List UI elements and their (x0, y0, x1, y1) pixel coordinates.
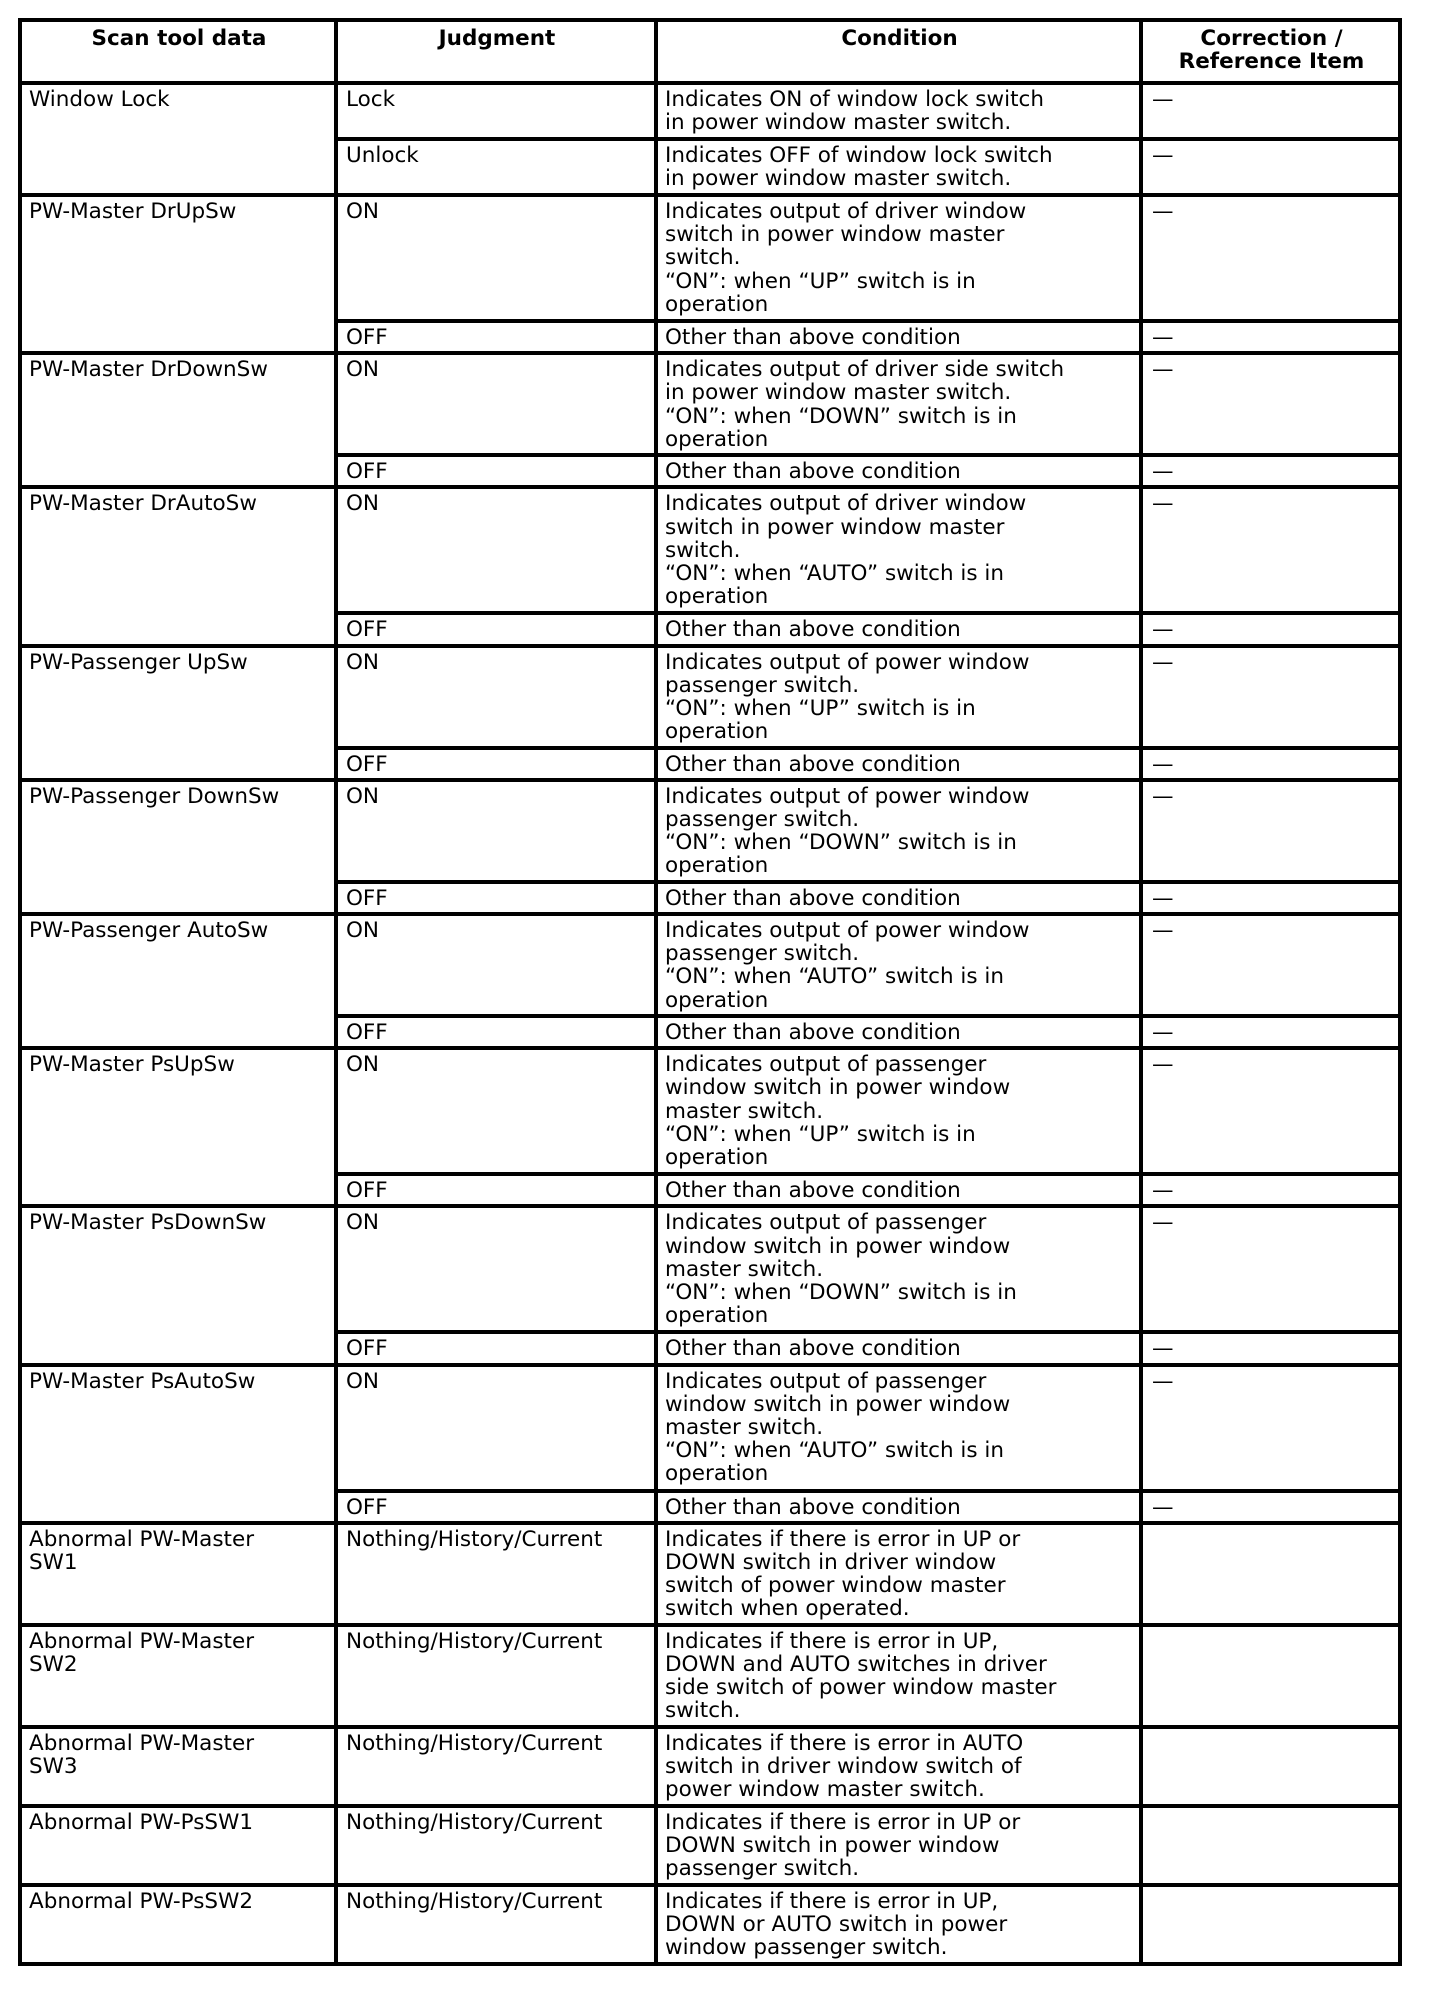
condition-line: operation (665, 1461, 769, 1487)
correction-reference-cell: — (1141, 139, 1400, 195)
condition-line: switch of power window master (665, 1573, 1006, 1599)
table-row (20, 1885, 1400, 1964)
condition-cell (656, 748, 1141, 780)
correction-reference-cell (1141, 1625, 1400, 1727)
condition-cell (656, 914, 1141, 1016)
scan-tool-item-cell: PW-Master PsDownSw (20, 1206, 336, 1364)
condition-line: Indicates if there is error in AUTO (665, 1730, 1024, 1756)
condition-line: Indicates OFF of window lock switch (665, 143, 1053, 168)
condition-cell (656, 353, 1141, 455)
correction-reference-cell (1141, 1806, 1400, 1885)
scan-tool-item-cell (20, 1523, 336, 1625)
condition-line: “ON”: when “AUTO” switch is in (665, 1438, 1005, 1464)
judgment-cell: ON (336, 1048, 656, 1174)
correction-reference-cell: — (1141, 1048, 1400, 1174)
table-row (20, 1048, 1400, 1174)
scan-tool-item-line: Abnormal PW-Master (29, 1628, 255, 1654)
condition-cell (656, 1491, 1141, 1523)
correction-reference-cell (1141, 1523, 1400, 1625)
condition-cell (656, 1625, 1141, 1727)
condition-cell (656, 487, 1141, 613)
table-row (20, 780, 1400, 882)
condition-line: operation (665, 1145, 769, 1171)
scan-tool-item-line: Abnormal PW-Master (29, 1526, 255, 1552)
judgment-cell: Nothing/History/Current (336, 1806, 656, 1885)
condition-line: switch in driver window switch of (665, 1754, 1022, 1780)
correction-reference-cell: — (1141, 780, 1400, 882)
condition-line: Indicates if there is error in UP or (665, 1809, 1021, 1835)
table-row (20, 1523, 1400, 1625)
table-row (20, 914, 1400, 1016)
condition-line: in power window master switch. (665, 380, 1012, 406)
correction-reference-cell: — (1141, 613, 1400, 645)
condition-line: master switch. (665, 1098, 824, 1124)
condition-line: window switch in power window (665, 1233, 1011, 1259)
condition-line: window passenger switch. (665, 1935, 948, 1961)
judgment-cell: ON (336, 646, 656, 748)
condition-cell (656, 1048, 1141, 1174)
condition-line: DOWN or AUTO switch in power (665, 1912, 1008, 1938)
condition-line: passenger switch. (665, 672, 860, 698)
condition-cell (656, 1365, 1141, 1491)
condition-line: Indicates ON of window lock switch (665, 87, 1044, 112)
condition-line: in power window master switch. (665, 166, 1012, 192)
judgment-cell: ON (336, 487, 656, 613)
condition-line: switch. (665, 537, 741, 563)
condition-cell (656, 1806, 1141, 1885)
condition-line: master switch. (665, 1256, 824, 1282)
scan-tool-item-cell: PW-Master PsUpSw (20, 1048, 336, 1206)
condition-cell (656, 195, 1141, 321)
table-row (20, 83, 1400, 139)
condition-line: operation (665, 291, 769, 317)
condition-cell (656, 455, 1141, 487)
table-row (20, 1806, 1400, 1885)
correction-reference-cell (1141, 1727, 1400, 1806)
correction-reference-cell: — (1141, 1365, 1400, 1491)
judgment-cell: Lock (336, 83, 656, 139)
judgment-cell: Nothing/History/Current (336, 1523, 656, 1625)
condition-line: switch in power window master (665, 222, 1005, 248)
condition-line: master switch. (665, 1415, 824, 1441)
condition-line: Other than above condition (665, 1020, 961, 1046)
condition-line: switch. (665, 245, 741, 271)
scan-tool-item-cell: Window Lock (20, 83, 336, 195)
scan-tool-item-cell: PW-Passenger UpSw (20, 646, 336, 780)
condition-cell (656, 646, 1141, 748)
header-judgment: Judgment (336, 20, 656, 83)
header-condition: Condition (656, 20, 1141, 83)
judgment-cell: Nothing/History/Current (336, 1727, 656, 1806)
condition-line: Other than above condition (665, 1336, 961, 1362)
judgment-cell: Nothing/History/Current (336, 1625, 656, 1727)
header-correction-line1: Correction / (1200, 26, 1343, 51)
scan-tool-item-cell: PW-Master DrUpSw (20, 195, 336, 353)
condition-line: “ON”: when “AUTO” switch is in (665, 964, 1005, 990)
scan-tool-item-cell: Abnormal PW-PsSW1 (20, 1806, 336, 1885)
judgment-cell: OFF (336, 455, 656, 487)
condition-line: operation (665, 1303, 769, 1329)
scan-tool-item-cell: PW-Passenger AutoSw (20, 914, 336, 1048)
judgment-cell: OFF (336, 613, 656, 645)
scan-tool-item-line: SW3 (29, 1754, 78, 1780)
condition-line: Indicates if there is error in UP or (665, 1526, 1021, 1552)
table-body (20, 83, 1400, 1964)
condition-line: Other than above condition (665, 1494, 961, 1520)
judgment-cell: OFF (336, 1016, 656, 1048)
scan-tool-item-line: SW2 (29, 1652, 78, 1678)
condition-line: Indicates output of driver window (665, 491, 1027, 517)
condition-line: DOWN switch in power window (665, 1833, 1000, 1859)
correction-reference-cell: — (1141, 353, 1400, 455)
condition-cell (656, 882, 1141, 914)
scan-tool-item-line: Abnormal PW-Master (29, 1730, 255, 1756)
header-scan-tool-data: Scan tool data (20, 20, 336, 83)
condition-line: Indicates output of passenger (665, 1052, 987, 1078)
condition-line: switch when operated. (665, 1596, 910, 1622)
condition-line: Indicates output of passenger (665, 1368, 987, 1394)
correction-reference-cell: — (1141, 646, 1400, 748)
condition-line: Indicates output of passenger (665, 1210, 987, 1236)
condition-line: switch in power window master (665, 514, 1005, 540)
condition-line: Indicates output of power window (665, 783, 1030, 809)
condition-line: “ON”: when “AUTO” switch is in (665, 561, 1005, 587)
condition-line: window switch in power window (665, 1391, 1011, 1417)
header-correction-reference-item (1141, 20, 1400, 83)
scan-tool-data-table-container (18, 18, 1402, 1966)
condition-line: power window master switch. (665, 1777, 985, 1803)
judgment-cell: ON (336, 195, 656, 321)
scan-tool-data-table (18, 18, 1402, 1966)
condition-line: operation (665, 853, 769, 879)
condition-cell (656, 1174, 1141, 1206)
condition-cell (656, 780, 1141, 882)
judgment-cell: ON (336, 1206, 656, 1332)
scan-tool-item-cell: Abnormal PW-PsSW2 (20, 1885, 336, 1964)
condition-line: Indicates output of driver window (665, 199, 1027, 224)
table-row (20, 195, 1400, 321)
condition-cell (656, 83, 1141, 139)
condition-line: passenger switch. (665, 807, 860, 833)
correction-reference-cell: — (1141, 1491, 1400, 1523)
condition-line: Other than above condition (665, 459, 961, 485)
correction-reference-cell: — (1141, 195, 1400, 321)
judgment-cell: OFF (336, 321, 656, 353)
condition-line: Other than above condition (665, 885, 961, 911)
scan-tool-item-line: SW1 (29, 1550, 78, 1576)
judgment-cell: OFF (336, 1491, 656, 1523)
header-correction-line2: Reference Item (1178, 49, 1365, 75)
condition-line: DOWN switch in driver window (665, 1550, 997, 1576)
condition-cell (656, 1206, 1141, 1332)
correction-reference-cell: — (1141, 1206, 1400, 1332)
table-row (20, 646, 1400, 748)
table-row (20, 487, 1400, 613)
correction-reference-cell: — (1141, 1174, 1400, 1206)
condition-line: in power window master switch. (665, 110, 1012, 136)
condition-line: Indicates output of power window (665, 649, 1030, 675)
condition-line: Indicates if there is error in UP, (665, 1888, 999, 1914)
condition-cell (656, 1523, 1141, 1625)
correction-reference-cell: — (1141, 83, 1400, 139)
condition-line: Other than above condition (665, 325, 961, 350)
correction-reference-cell: — (1141, 882, 1400, 914)
header-row (20, 20, 1400, 83)
correction-reference-cell: — (1141, 1016, 1400, 1048)
table-row (20, 1365, 1400, 1491)
judgment-cell: ON (336, 914, 656, 1016)
condition-line: Indicates if there is error in UP, (665, 1628, 999, 1654)
correction-reference-cell: — (1141, 914, 1400, 1016)
judgment-cell: ON (336, 780, 656, 882)
correction-reference-cell: — (1141, 748, 1400, 780)
condition-cell (656, 321, 1141, 353)
condition-line: “ON”: when “UP” switch is in (665, 268, 976, 294)
scan-tool-item-cell: PW-Master PsAutoSw (20, 1365, 336, 1523)
condition-line: “ON”: when “DOWN” switch is in (665, 1280, 1017, 1306)
condition-line: Other than above condition (665, 1178, 961, 1204)
condition-cell (656, 1727, 1141, 1806)
condition-line: “ON”: when “UP” switch is in (665, 696, 976, 722)
scan-tool-item-cell (20, 1625, 336, 1727)
condition-cell (656, 139, 1141, 195)
condition-line: Indicates output of power window (665, 918, 1030, 944)
condition-line: operation (665, 987, 769, 1013)
scan-tool-item-cell: PW-Passenger DownSw (20, 780, 336, 914)
table-row (20, 1727, 1400, 1806)
condition-line: passenger switch. (665, 1856, 860, 1882)
condition-line: Indicates output of driver side switch (665, 357, 1065, 383)
condition-cell (656, 613, 1141, 645)
correction-reference-cell: — (1141, 487, 1400, 613)
correction-reference-cell (1141, 1885, 1400, 1964)
judgment-cell: OFF (336, 882, 656, 914)
condition-line: switch. (665, 1698, 741, 1724)
scan-tool-item-cell (20, 1727, 336, 1806)
condition-line: operation (665, 584, 769, 610)
condition-line: passenger switch. (665, 941, 860, 967)
judgment-cell: OFF (336, 1332, 656, 1364)
condition-line: window switch in power window (665, 1075, 1011, 1101)
scan-tool-item-cell: PW-Master DrAutoSw (20, 487, 336, 645)
judgment-cell: ON (336, 353, 656, 455)
correction-reference-cell: — (1141, 455, 1400, 487)
condition-cell (656, 1016, 1141, 1048)
condition-line: “ON”: when “DOWN” switch is in (665, 403, 1017, 429)
table-row (20, 1625, 1400, 1727)
condition-line: side switch of power window master (665, 1675, 1057, 1701)
condition-line: DOWN and AUTO switches in driver (665, 1652, 1047, 1678)
table-row (20, 353, 1400, 455)
condition-line: operation (665, 719, 769, 745)
judgment-cell: Unlock (336, 139, 656, 195)
table-row (20, 1206, 1400, 1332)
condition-line: “ON”: when “DOWN” switch is in (665, 830, 1017, 856)
condition-cell (656, 1885, 1141, 1964)
condition-cell (656, 1332, 1141, 1364)
judgment-cell: Nothing/History/Current (336, 1885, 656, 1964)
correction-reference-cell: — (1141, 321, 1400, 353)
judgment-cell: OFF (336, 1174, 656, 1206)
correction-reference-cell: — (1141, 1332, 1400, 1364)
condition-line: “ON”: when “UP” switch is in (665, 1121, 976, 1147)
condition-line: Other than above condition (665, 617, 961, 643)
judgment-cell: ON (336, 1365, 656, 1491)
condition-line: operation (665, 426, 769, 452)
scan-tool-item-cell: PW-Master DrDownSw (20, 353, 336, 487)
condition-line: Other than above condition (665, 751, 961, 777)
judgment-cell: OFF (336, 748, 656, 780)
